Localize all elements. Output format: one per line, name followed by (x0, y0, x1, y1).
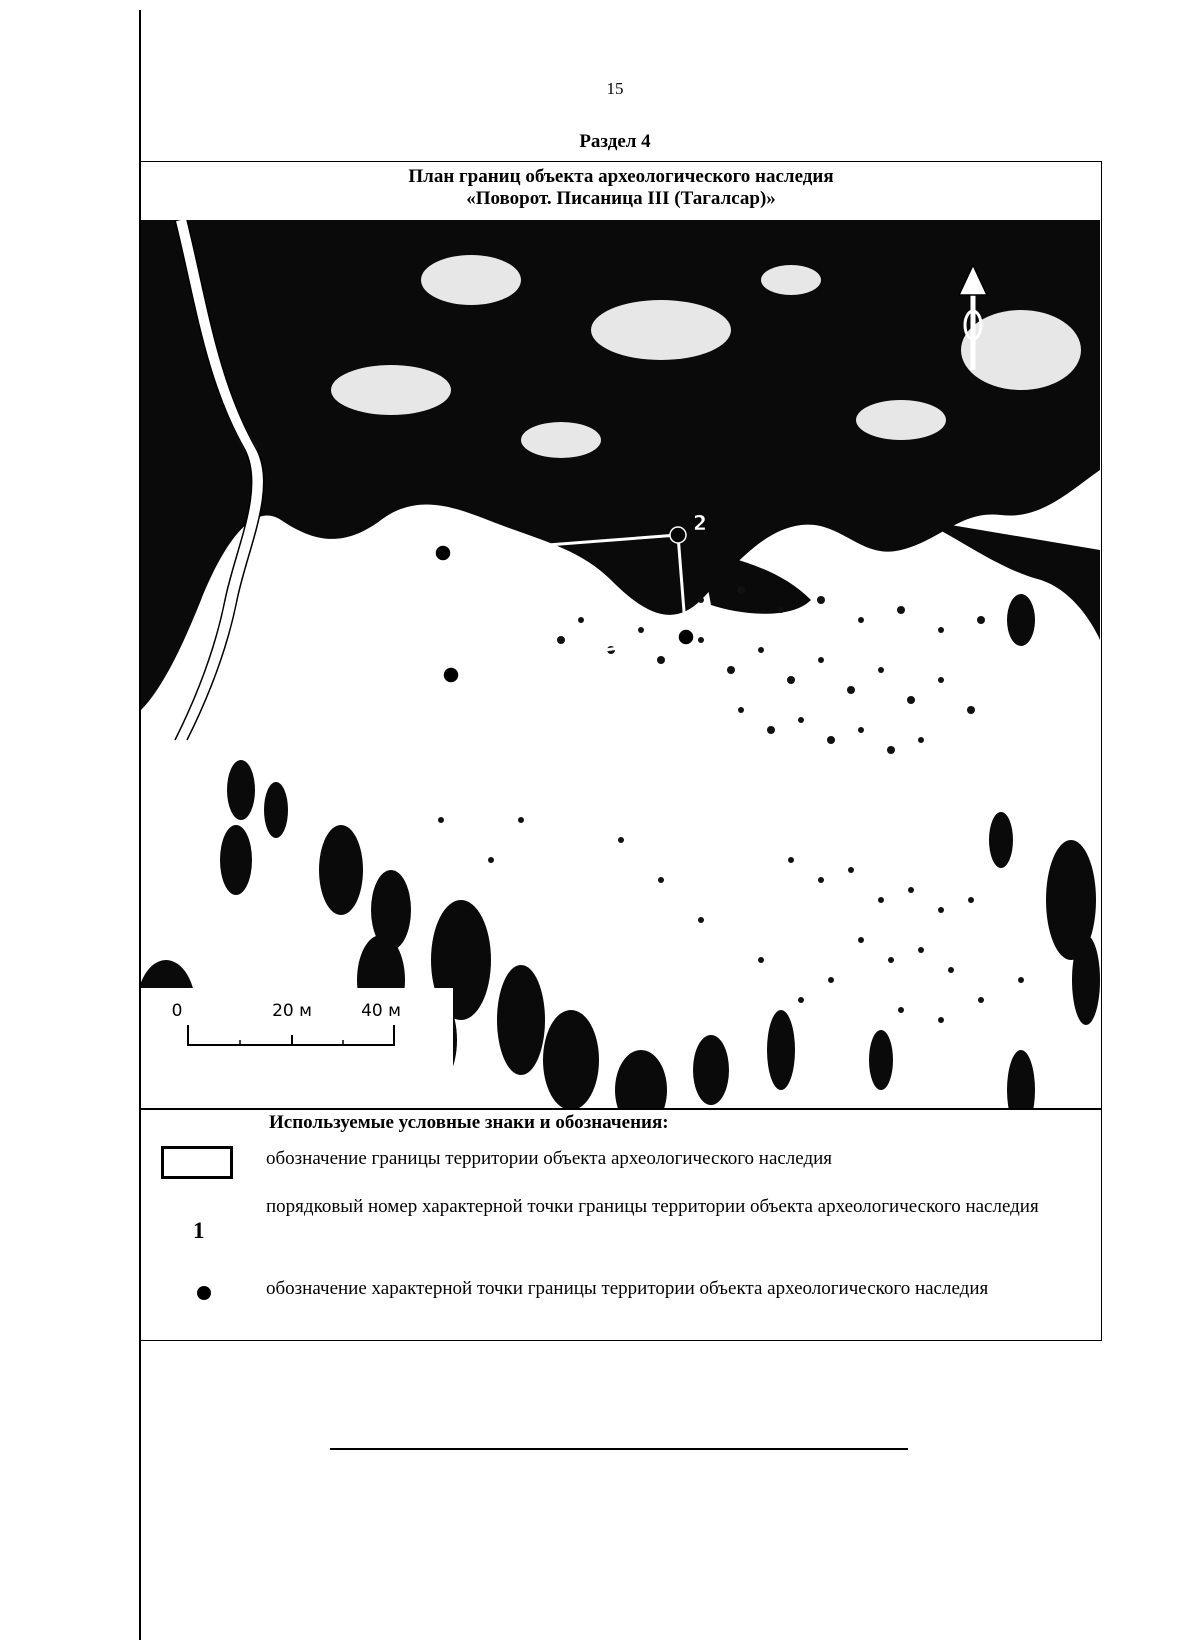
boundary-point-2 (670, 527, 686, 543)
map-bottom-rule (141, 1108, 1101, 1110)
legend-heading: Используемые условные знаки и обозначения: (269, 1112, 669, 1133)
scale-bar (141, 988, 453, 1108)
boundary-point-4 (443, 667, 459, 683)
plan-frame (140, 161, 1102, 1341)
plan-title-line-1: План границ объекта археологического наследия (408, 166, 834, 187)
legend-text-boundary: обозначение границы территории объекта археологического наследия (266, 1148, 833, 1169)
scale-label-20: 20 м (272, 1001, 312, 1021)
plan-title-line-2: «Поворот. Писаница III (Тагалсар)» (466, 188, 776, 209)
boundary-symbol-icon (161, 1146, 233, 1179)
point-label-2: 2 (693, 511, 707, 535)
point-number-symbol: 1 (193, 1218, 205, 1243)
boundary-point-1 (435, 545, 451, 561)
point-marker-icon (197, 1286, 211, 1300)
plan-title (141, 166, 1101, 210)
boundary-point-3 (678, 629, 694, 645)
bottom-rule (330, 1448, 908, 1450)
legend-text-point-marker: обозначение характерной точки границы территории объекта археологического наследия (266, 1278, 989, 1299)
scale-label-0: 0 (171, 1001, 183, 1021)
page-number: 15 (606, 79, 624, 98)
legend-text-point-number: порядковый номер характерной точки границы территории объекта археологического наследия (266, 1196, 1039, 1217)
section-title: Раздел 4 (579, 131, 651, 152)
aerial-map (141, 220, 1100, 1108)
scale-label-40: 40 м (361, 1001, 401, 1021)
